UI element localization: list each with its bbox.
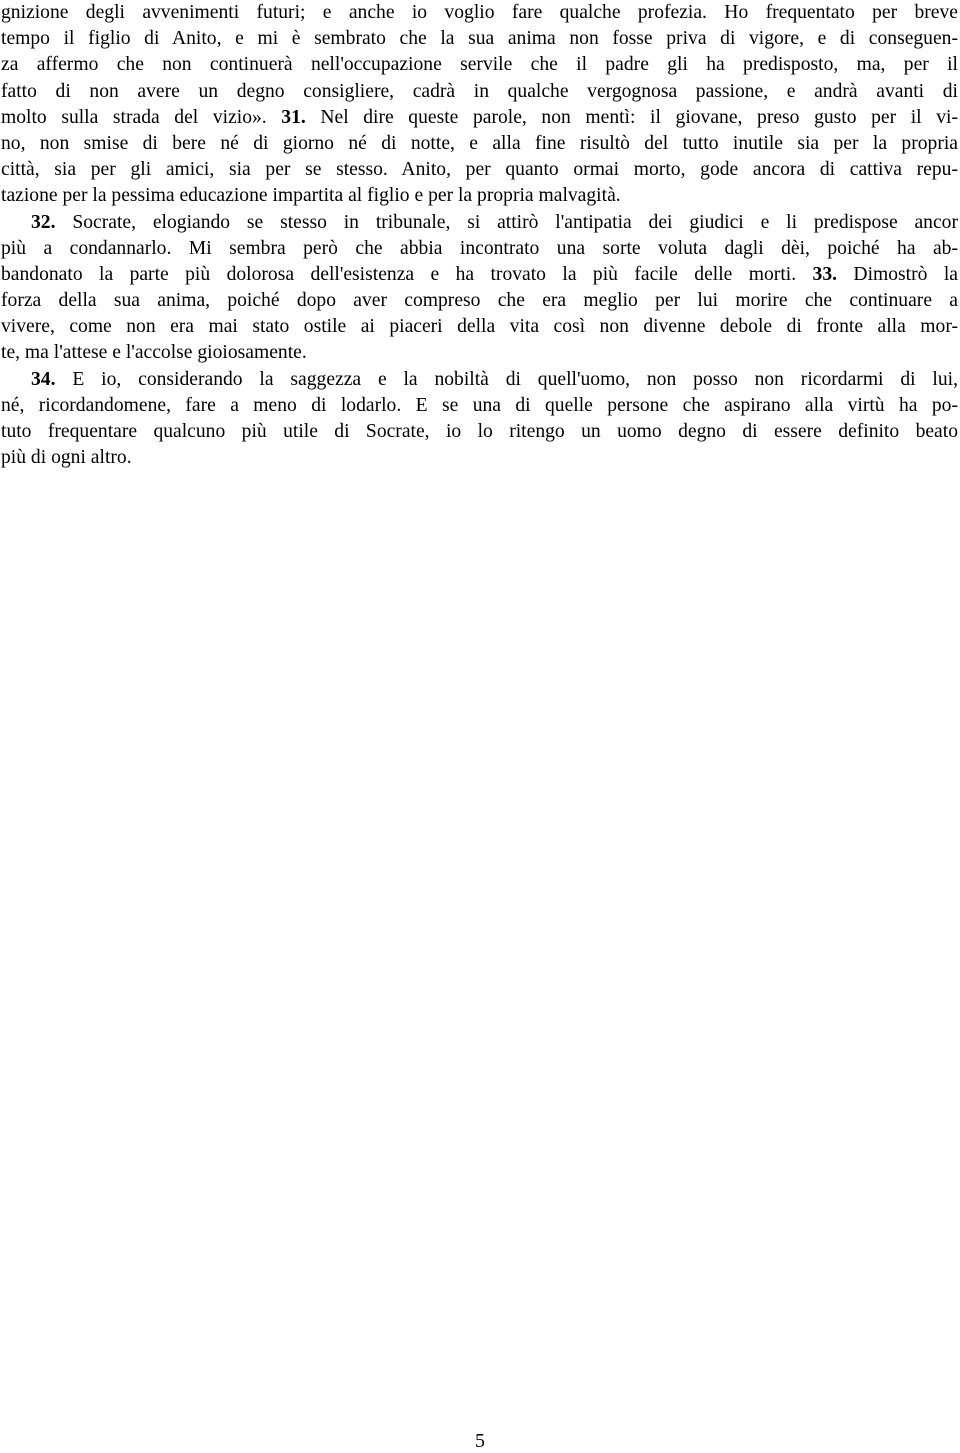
text-segment: Dimostrò la [853, 263, 958, 285]
section-number-34: 34. [31, 368, 56, 390]
text-line: gnizione degli avvenimenti futuri; e anche io voglio fare qualche profezia. Ho frequentato per breve [1, 2, 958, 23]
section-number-33: 33. [812, 263, 838, 285]
section-number-31: 31. [281, 106, 306, 128]
text-line: fatto di non avere un degno consigliere, cadrà in qualche vergognosa passione, e andrà avanti di [1, 80, 958, 102]
text-line [1, 367, 958, 393]
text-segment: Nel dire queste parole, non mentì: il giovane, preso gusto per il vi- [320, 106, 958, 128]
page-number: 5 [475, 1430, 485, 1452]
text-segment: Socrate, elogiando se stesso in tribunale, si attirò l'antipatia dei giudici e li predispose ancor [72, 211, 958, 233]
text-line [1, 105, 958, 131]
text-line: tempo il figlio di Anito, e mi è sembrato che la sua anima non fosse priva di vigore, e di conseguen- [1, 28, 958, 50]
text-segment: molto sulla strada del vizio». [1, 106, 267, 128]
text-line [1, 262, 958, 288]
text-segment: E io, considerando la saggezza e la nobiltà di quell'uomo, non posso non ricordarmi di lui, [72, 368, 958, 390]
text-line: forza della sua anima, poiché dopo aver compreso che era meglio per lui morire che continuare a [1, 290, 958, 312]
text-line: più a condannarlo. Mi sembra però che abbia incontrato una sorte voluta dagli dèi, poiché ha ab- [1, 237, 958, 259]
text-line: tuto frequentare qualcuno più utile di Socrate, io lo ritengo un uomo degno di essere definito beato [1, 421, 958, 442]
text-line: te, ma l'attese e l'accolse gioiosamente. [1, 342, 307, 364]
body-text [1, 0, 958, 471]
text-line: no, non smise di bere né di giorno né di notte, e alla fine risultò del tutto inutile sia per la propria [1, 132, 958, 154]
text-line: vivere, come non era mai stato ostile ai piaceri della vita così non divenne debole di fronte alla mor- [1, 316, 958, 338]
section-number-32: 32. [31, 211, 56, 233]
text-line: za affermo che non continuerà nell'occupazione servile che il padre gli ha predisposto, ma, per il [1, 54, 958, 76]
text-line: più di ogni altro. [1, 447, 132, 469]
text-segment: bandonato la parte più dolorosa dell'esistenza e ha trovato la più facile delle morti. [1, 263, 797, 285]
text-line: né, ricordandomene, fare a meno di lodarlo. E se una di quelle persone che aspirano alla virtù ha po- [1, 394, 958, 416]
text-line: città, sia per gli amici, sia per se stesso. Anito, per quanto ormai morto, gode ancora di cattiva repu- [1, 159, 958, 181]
text-line: tazione per la pessima educazione impartita al figlio e per la propria malvagità. [1, 185, 621, 207]
text-line [1, 210, 958, 236]
